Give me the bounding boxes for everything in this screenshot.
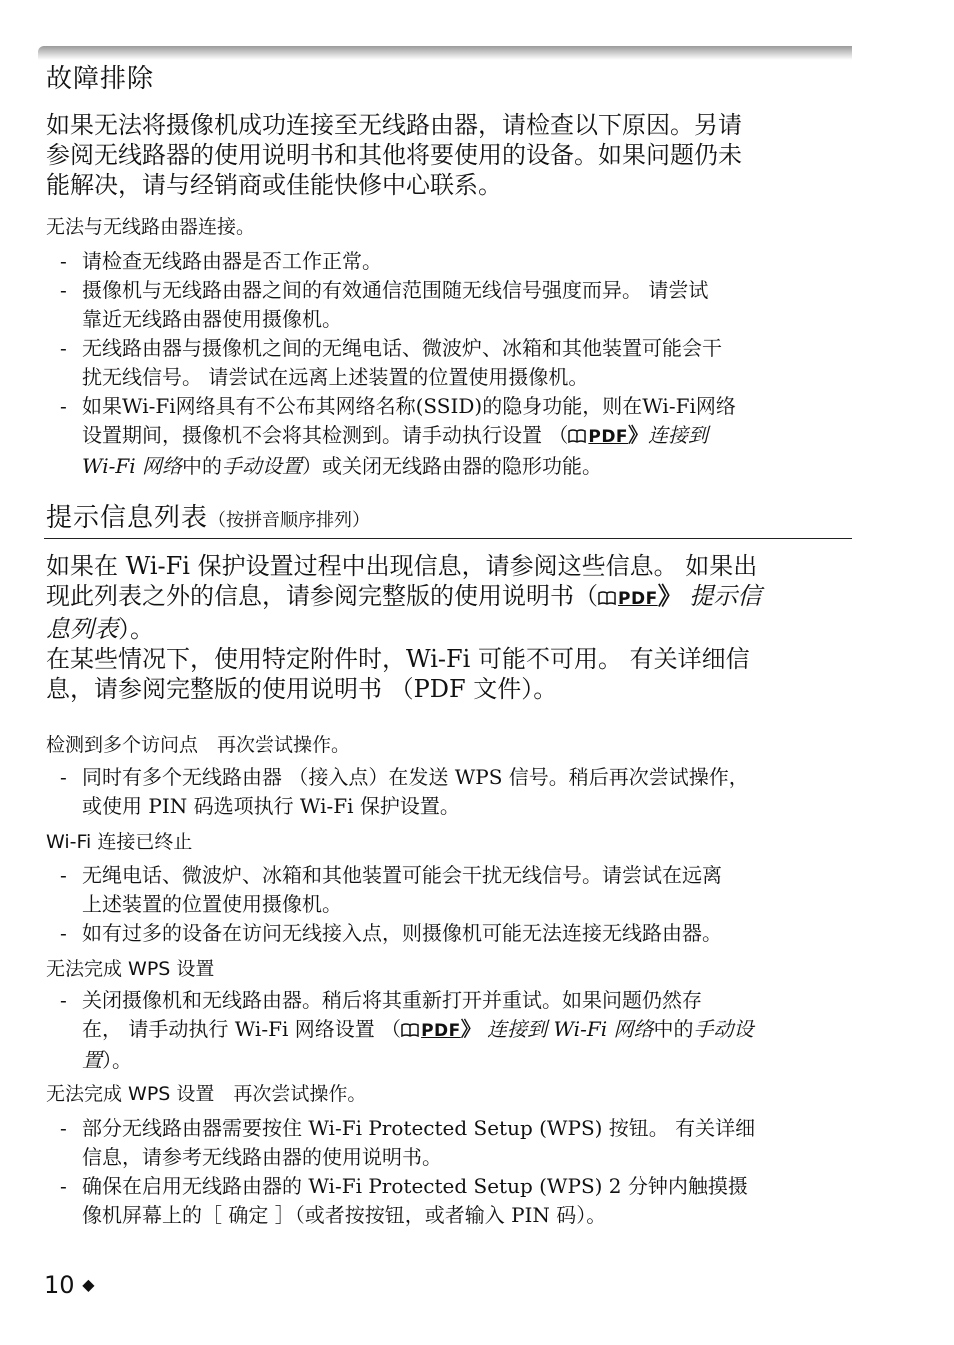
pdf-label: PDF: [588, 427, 629, 447]
pdf-close-mark: 》: [460, 1017, 481, 1041]
dash-bullet: -: [60, 394, 67, 418]
item-text: 扰无线信号。 请尝试在远离上述装置的位置使用摄像机。: [82, 365, 589, 389]
intro-text: ）。: [118, 615, 154, 643]
item-text: 中的: [653, 1017, 694, 1041]
pdf-reference-link[interactable]: [598, 589, 658, 609]
message-heading: 无法完成 WPS 设置: [46, 958, 215, 980]
message-list: [60, 861, 860, 948]
section-title-troubleshooting: 故障排除: [46, 64, 155, 94]
list-item: [60, 392, 860, 481]
intro-line: 在某些情况下，使用特定附件时，Wi-Fi 可能不可用。 有关详细信: [46, 645, 750, 673]
item-text: 部分无线路由器需要按住 Wi-Fi Protected Setup (WPS) 按钮。 有关详细: [82, 1116, 756, 1140]
xref-title: Wi-Fi 网络: [82, 454, 182, 478]
messages-intro: [46, 551, 852, 704]
troubleshoot-list: [60, 247, 860, 481]
item-text: 如果Wi-Fi网络具有不公布其网络名称(SSID)的隐身功能，则在Wi-Fi网络: [82, 394, 736, 418]
item-text: [82, 1015, 860, 1046]
list-item: [60, 247, 860, 276]
message-heading: 检测到多个访问点 再次尝试操作。: [46, 734, 351, 756]
subheading-cannot-connect: 无法与无线路由器连接。: [46, 216, 256, 238]
pdf-close-mark: 》: [657, 581, 682, 610]
list-item: [60, 1172, 860, 1230]
dash-bullet: -: [60, 863, 67, 887]
pdf-label: PDF: [618, 589, 658, 609]
header-bar: [38, 46, 852, 60]
list-item: [60, 763, 860, 821]
pdf-reference-link[interactable]: [401, 1021, 461, 1041]
item-text: 在， 请手动执行 Wi-Fi 网络设置 （: [82, 1017, 402, 1041]
page-footer: [44, 1268, 95, 1302]
item-text: [82, 452, 860, 481]
book-icon: [598, 591, 616, 605]
message-heading: Wi-Fi 连接已终止: [46, 831, 193, 853]
pdf-label: PDF: [421, 1021, 461, 1041]
xref-title: 连接到 Wi-Fi 网络: [487, 1017, 654, 1041]
message-list: [60, 986, 860, 1075]
item-text: 像机屏幕上的［ 确定 ］（或者按按钮，或者输入 PIN 码）。: [82, 1203, 607, 1227]
xref-title: 手动设置: [222, 454, 302, 478]
xref-title: 息列表: [46, 615, 118, 643]
item-text: 中的: [182, 454, 222, 478]
list-item: [60, 861, 860, 919]
item-text: 确保在启用无线路由器的 Wi-Fi Protected Setup (WPS) 2 分钟内触摸摄: [82, 1174, 748, 1198]
item-text: 如有过多的设备在访问无线接入点，则摄像机可能无法连接无线路由器。: [82, 921, 722, 945]
pdf-close-mark: 》: [628, 423, 649, 447]
dash-bullet: -: [60, 336, 67, 360]
item-text: 无线路由器与摄像机之间的无绳电话、微波炉、冰箱和其他装置可能会干: [82, 336, 722, 360]
page-number: 10: [44, 1271, 75, 1299]
dash-bullet: -: [60, 278, 67, 302]
item-text: 关闭摄像机和无线路由器。稍后将其重新打开并重试。如果问题仍然存: [82, 988, 702, 1012]
list-item: [60, 986, 860, 1075]
item-text: [82, 421, 860, 452]
intro-line: 能解决，请与经销商或佳能快修中心联系。: [46, 171, 502, 199]
dash-bullet: -: [60, 765, 67, 789]
book-icon: [568, 429, 586, 443]
list-item: [60, 276, 860, 334]
book-icon: [401, 1023, 419, 1037]
item-text: 信息，请参考无线路由器的使用说明书。: [82, 1145, 442, 1169]
message-heading: 无法完成 WPS 设置 再次尝试操作。: [46, 1083, 367, 1105]
xref-title: 置: [82, 1048, 102, 1072]
intro-line: 如果无法将摄像机成功连接至无线路由器，请检查以下原因。另请: [46, 111, 742, 139]
item-text: 同时有多个无线路由器 （接入点）在发送 WPS 信号。稍后再次尝试操作，: [82, 765, 749, 789]
section-title-note: （按拼音顺序排列）: [208, 510, 371, 531]
dash-bullet: -: [60, 988, 67, 1012]
intro-line: 息，请参阅完整版的使用说明书 （PDF 文件）。: [46, 675, 558, 703]
pdf-reference-link[interactable]: [568, 427, 628, 447]
item-text: [82, 1046, 860, 1075]
xref-title: 连接到: [648, 423, 709, 447]
item-text: 无绳电话、微波炉、冰箱和其他装置可能会干扰无线信号。请尝试在远离: [82, 863, 722, 887]
item-text: 请检查无线路由器是否工作正常。: [82, 249, 382, 273]
item-text: 摄像机与无线路由器之间的有效通信范围随无线信号强度而异。 请尝试: [82, 278, 709, 302]
list-item: [60, 334, 860, 392]
dash-bullet: -: [60, 1116, 67, 1140]
section-title-text: 提示信息列表: [46, 503, 209, 533]
dash-bullet: -: [60, 1174, 67, 1198]
section-divider: [44, 538, 852, 539]
dash-bullet: -: [60, 249, 67, 273]
xref-title: 手动设: [693, 1017, 754, 1041]
item-text: 上述装置的位置使用摄像机。: [82, 892, 342, 916]
list-item: [60, 919, 860, 948]
section-title-messages: [46, 501, 370, 538]
item-text: ）。: [102, 1048, 132, 1072]
intro-text: 现此列表之外的信息，请参阅完整版的使用说明书（: [46, 582, 598, 610]
list-item: [60, 1114, 860, 1172]
item-text: 设置期间，摄像机不会将其检测到。请手动执行设置 （: [82, 423, 569, 447]
dash-bullet: -: [60, 921, 67, 945]
intro-line: [46, 614, 852, 644]
intro-line: [46, 581, 852, 614]
intro-line: 参阅无线路器的使用说明书和其他将要使用的设备。如果问题仍未: [46, 141, 742, 169]
item-text: 或使用 PIN 码选项执行 Wi-Fi 保护设置。: [82, 794, 460, 818]
intro-line: 如果在 Wi-Fi 保护设置过程中出现信息，请参阅这些信息。 如果出: [46, 552, 758, 580]
intro-paragraph: [46, 110, 852, 200]
item-text: ）或关闭无线路由器的隐形功能。: [302, 454, 602, 478]
message-list: [60, 1114, 860, 1230]
message-list: [60, 763, 860, 821]
xref-title: 提示信: [689, 582, 762, 610]
item-text: 靠近无线路由器使用摄像机。: [82, 307, 342, 331]
diamond-bullet-icon: ◆: [82, 1275, 95, 1294]
